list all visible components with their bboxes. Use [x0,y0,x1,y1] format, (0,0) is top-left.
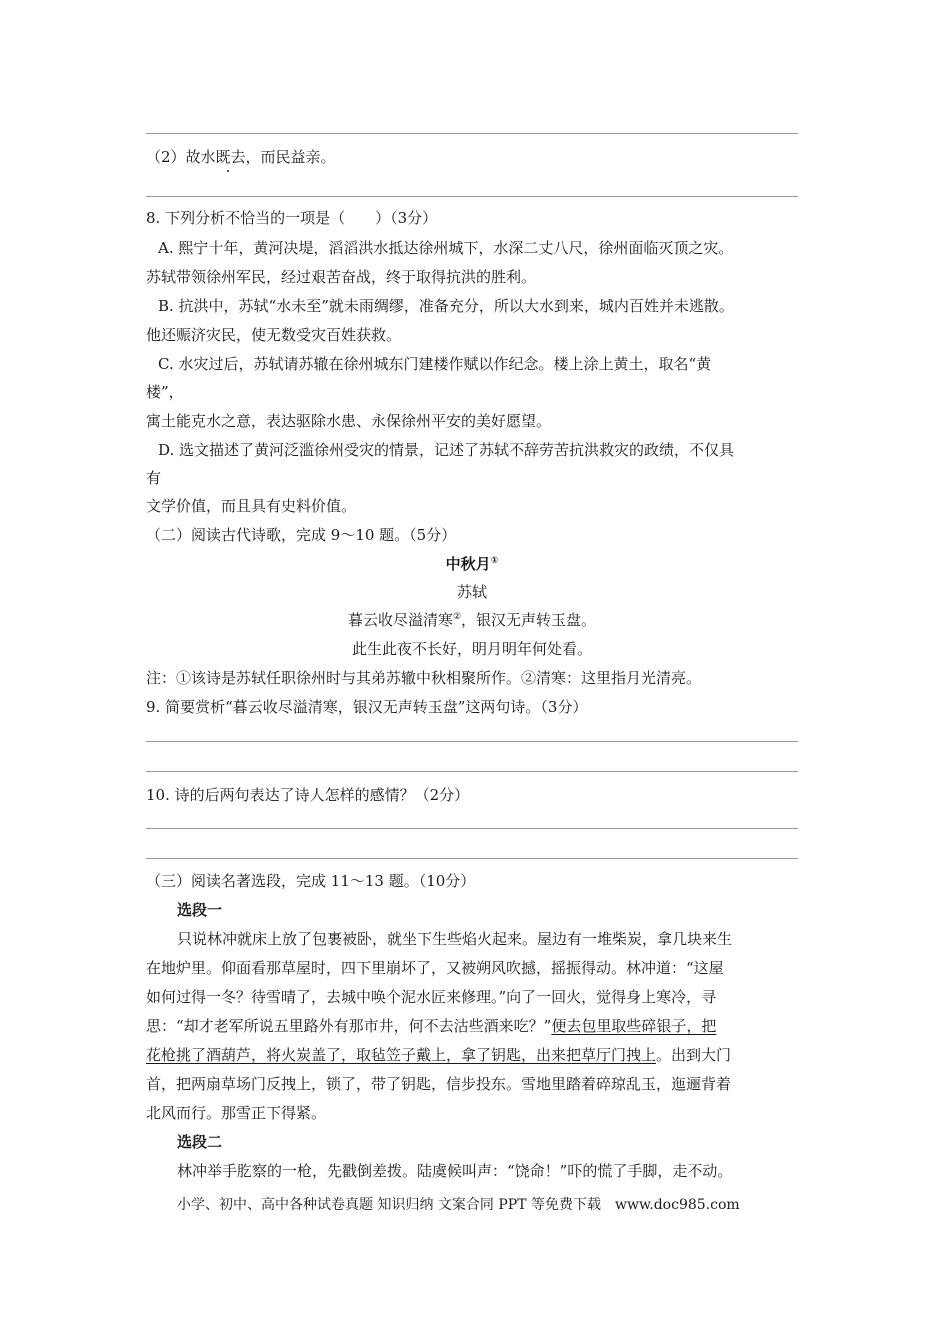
excerpt1-line2: 在地炉里。仰面看那草屋时，四下里崩坏了，又被朔风吹撼，摇振得动。林冲道：“这屋 [146,959,724,977]
q8-option-c-line2: 楼”， [146,383,184,401]
excerpt1-title: 选段一 [177,901,223,919]
answer-line [146,133,798,134]
answer-line [146,858,798,859]
poem-line-1-a: 暮云收尽溢清寒 [347,611,453,629]
excerpt1-line6: 首，把两扇草场门反拽上，锁了，带了钥匙，信步投东。雪地里踏着碎琼乱玉，迤逦背着 [146,1075,732,1093]
q8-option-d-line2: 有 [146,469,162,487]
emphasis-dot [227,170,229,172]
q8-option-d-line3: 文学价值，而且具有史料价值。 [146,497,357,515]
q8-option-a-line1: A. 熙宁十年，黄河决堤，滔滔洪水抵达徐州城下，水深二丈八尺，徐州面临灭顶之灾。 [158,239,734,257]
excerpt1-line3: 如何过得一冬？待雪晴了，去城中唤个泥水匠来修理。”向了一回火，觉得身上寒冷，寻 [146,988,717,1006]
excerpt1-underlined-1: 便去包里取些碎银子，把 [551,1017,717,1035]
excerpt2-title: 选段二 [177,1133,223,1151]
answer-line [146,196,798,197]
poem-notes: 注：①该诗是苏轼任职徐州时与其弟苏辙中秋相聚所作。②清寒：这里指月光清亮。 [146,669,702,687]
q8-option-c-line3: 寓土能克水之意，表达驱除水患、永保徐州平安的美好愿望。 [146,412,552,430]
excerpt1-underlined-2: 花枪挑了酒葫芦，将火炭盖了，取毡笠子戴上，拿了钥匙，出来把草厅门拽上 [146,1046,657,1064]
excerpt2-line1: 林冲举手肐察的一枪，先戳倒差拨。陆虞候叫声：“饶命！”吓的慌了手脚，走不动。 [177,1162,733,1180]
poem-author: 苏轼 [456,583,487,601]
poem-title-footnote: ① [490,556,499,566]
excerpt1-line4-text: 思：“却才老军所说五里路外有那市井，何不去沽些酒来吃？” [146,1017,552,1035]
poem-line-1-footnote: ② [452,612,462,622]
answer-line [146,741,798,742]
excerpt1-line4 [146,1015,716,1036]
excerpt1-line5 [146,1044,731,1065]
q7-item-2: （2）故水既去，而民益亲。 [146,148,336,166]
poem-line-1 [146,609,798,630]
section2-heading: （二）阅读古代诗歌，完成 9～10 题。（5分） [146,526,457,544]
excerpt1-line7: 北风而行。那雪正下得紧。 [146,1104,327,1122]
q8-stem: 8. 下列分析不恰当的一项是（ ）（3分） [146,209,438,227]
page-footer: 小学、初中、高中各种试卷真题 知识归纳 文案合同 PPT 等免费下载 www.doc985.com [177,1197,740,1213]
q8-option-d-line1: D. 选文描述了黄河泛滥徐州受灾的情景，记述了苏轼不辞劳苦抗洪救灾的政绩，不仅具 [158,441,735,459]
poem-line-1-b: ，银汉无声转玉盘。 [461,611,597,629]
q8-option-b-line2: 他还赈济灾民，使无数受灾百姓获救。 [146,326,402,344]
poem-title [146,553,798,574]
poem-title-text: 中秋月 [445,555,491,573]
q10-stem: 10. 诗的后两句表达了诗人怎样的感情？（2分） [146,786,470,804]
poem-line-2: 此生此夜不长好，明月明年何处看。 [351,640,592,658]
answer-line [146,828,798,829]
section3-heading: （三）阅读名著选段，完成 11～13 题。（10分） [146,872,476,890]
answer-line [146,771,798,772]
excerpt1-line5-text: 。出到大门 [656,1046,732,1064]
excerpt1-line1: 只说林冲就床上放了包裹被卧，就坐下生些焰火起来。屋边有一堆柴炭，拿几块来生 [177,930,733,948]
q8-option-a-line2: 苏轼带领徐州军民，经过艰苦奋战，终于取得抗洪的胜利。 [146,268,537,286]
q8-option-b-line1: B. 抗洪中，苏轼“水未至”就未雨绸缪，准备充分，所以大水到来，城内百姓并未逃散。 [158,297,734,315]
q8-option-c-line1: C. 水灾过后，苏轼请苏辙在徐州城东门建楼作赋以作纪念。楼上涂上黄土，取名“黄 [158,355,712,373]
q9-stem: 9. 简要赏析“暮云收尽溢清寒，银汉无声转玉盘”这两句诗。（3分） [146,698,588,716]
